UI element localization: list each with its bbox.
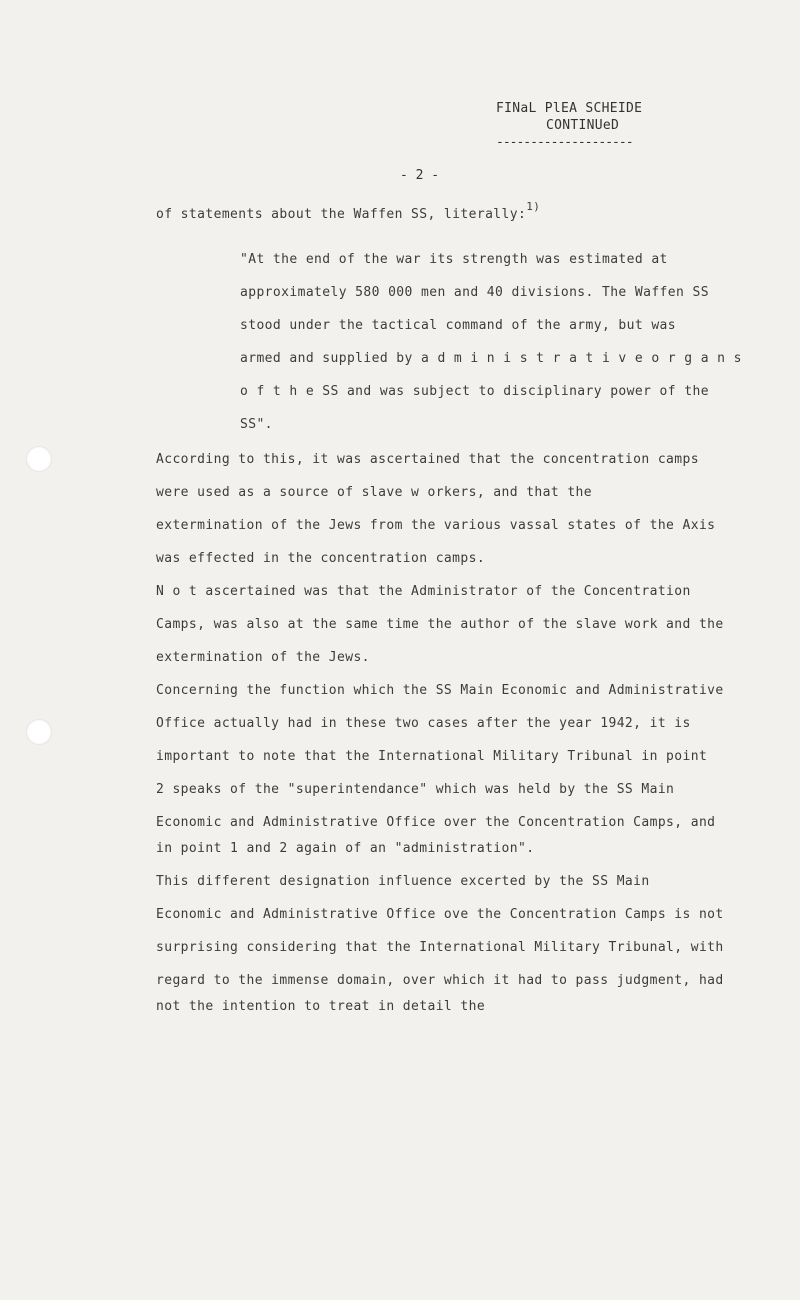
intro-text: of statements about the Waffen SS, literally: [156,207,527,222]
body-line: important to note that the International Military Tribunal in point [156,749,708,764]
header-title: FINaL PlEA SCHEIDE [496,101,643,116]
header-rule: -------------------- [496,135,633,150]
body-line: Economic and Administrative Office over the Concentration Camps, and [156,815,716,830]
binder-hole-top [26,446,52,472]
body-line: 2 speaks of the "superintendance" which was held by the SS Main [156,782,675,797]
header-subtitle: CONTINUeD [546,118,620,133]
body-line: surprising considering that the International Military Tribunal, with [156,940,724,955]
body-line: This different designation influence excerted by the SS Main [156,874,650,889]
body-line: extermination of the Jews. [156,650,370,665]
intro-line [156,200,540,222]
quote-line: approximately 580 000 men and 40 divisions. The Waffen SS [240,285,709,300]
page-number: - 2 - [400,168,440,183]
body-line: Office actually had in these two cases after the year 1942, it is [156,716,691,731]
quote-line: SS". [240,417,273,432]
body-line: N o t ascertained was that the Administrator of the Concentration [156,584,691,599]
body-line: in point 1 and 2 again of an "administration". [156,841,535,856]
body-line: According to this, it was ascertained that the concentration camps [156,452,699,467]
body-line: extermination of the Jews from the various vassal states of the Axis [156,518,716,533]
binder-hole-bottom [26,719,52,745]
body-line: were used as a source of slave w orkers, and that the [156,485,593,500]
footnote-marker: 1) [526,200,541,213]
quote-line: o f t h e SS and was subject to disciplinary power of the [240,384,709,399]
body-line: Economic and Administrative Office ove the Concentration Camps is not [156,907,724,922]
quote-line: armed and supplied by a d m i n i s t r a t i v e o r g a n s [240,351,742,366]
quote-line: "At the end of the war its strength was estimated at [240,252,668,267]
quote-line: stood under the tactical command of the army, but was [240,318,677,333]
body-line: was effected in the concentration camps. [156,551,486,566]
body-line: Camps, was also at the same time the author of the slave work and the [156,617,724,632]
body-line: not the intention to treat in detail the [156,999,486,1014]
document-header [496,100,646,151]
body-line: regard to the immense domain, over which it had to pass judgment, had [156,973,724,988]
body-line: Concerning the function which the SS Main Economic and Administrative [156,683,724,698]
